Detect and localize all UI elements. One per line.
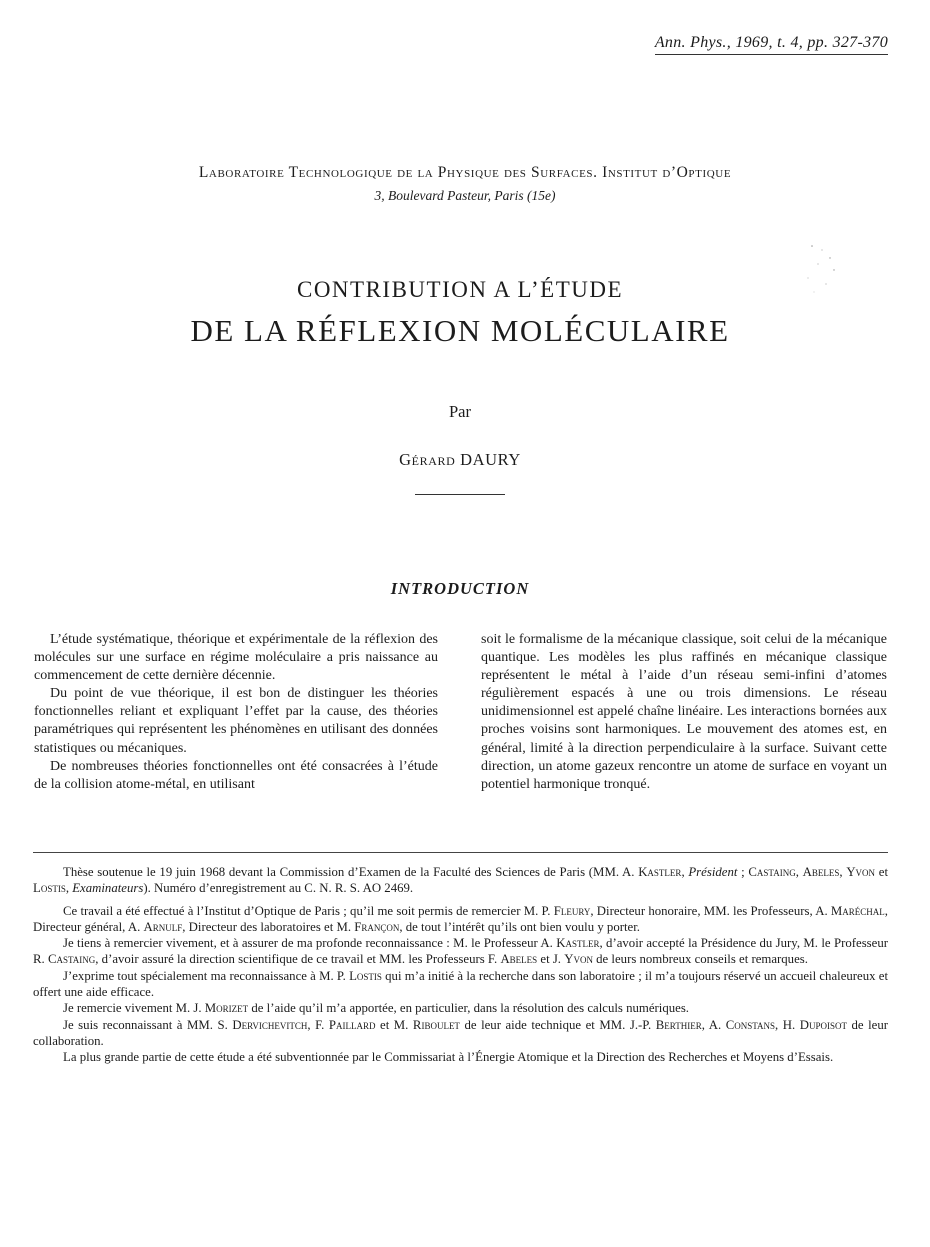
journal-reference: Ann. Phys., 1969, t. 4, pp. 327-370 — [655, 34, 888, 55]
acknowledgment: Je suis reconnaissant à MM. S. Dervichevitch, F. Paillard et M. Riboulet de leur aide technique et MM. J.-P. Berthier, A. Constans, H. Dupoisot de leur collaboration. — [33, 1017, 888, 1048]
title-line-2: DE LA RÉFLEXION MOLÉCULAIRE — [190, 313, 730, 348]
acknowledgment: J’exprime tout spécialement ma reconnaissance à M. P. Lostis qui m’a initié à la recherche dans son laboratoire ; il m’a toujours réservé un accueil chaleureux et offert une aide efficace. — [33, 968, 888, 1000]
paragraph: L’étude systématique, théorique et expérimentale de la réflexion des molécules sur une surface en régime moléculaire a pris naissance au commencement de cette dernière décennie. — [34, 632, 438, 684]
acknowledgment: Ce travail a été effectué à l’Institut d’Optique de Paris ; qu’il me soit permis de remercier M. P. Fleury, Directeur honoraire, MM. les Professeurs, A. Maréchal, Directeur général, A. Arnulf, Directeur des laboratoires et M. Françon, de tout l’intérêt qu’ils ont bien voulu y porter. — [33, 903, 888, 934]
author-first-name: Gérard — [399, 450, 456, 469]
acknowledgment: La plus grande partie de cette étude a été subventionnée par le Commissariat à l’Énergie Atomique et la Direction des Recherches et Moyens d’Essais. — [63, 1050, 834, 1065]
section-heading: INTRODUCTION — [390, 579, 530, 598]
byline-par: Par — [449, 402, 471, 421]
laboratory-address: 3, Boulevard Pasteur, Paris (15e) — [374, 188, 556, 203]
author-name — [0, 450, 920, 470]
right-column — [481, 631, 887, 794]
title-line-1: CONTRIBUTION A L’ÉTUDE — [296, 277, 624, 302]
acknowledgment: Je remercie vivement M. J. Morizet de l’aide qu’il m’a apportée, en particulier, dans la résolution des calculs numériques. — [63, 1001, 689, 1016]
paragraph: Du point de vue théorique, il est bon de distinguer les théories fonctionnelles reliant et expliquant l’effet par la cause, des théories paramétriques qui représentent les phénomènes en utilisant des données statistiques ou mécaniques. — [34, 686, 438, 756]
author-last-name: DAURY — [460, 450, 521, 469]
paragraph: De nombreuses théories fonctionnelles ont été consacrées à l’étude de la collision atome-métal, en utilisant — [34, 758, 438, 792]
footnote-divider — [33, 852, 888, 853]
paragraph: soit le formalisme de la mécanique classique, soit celui de la mécanique quantique. Les modèles les plus raffinés en mécanique classique représentent le métal à l’aide d’un réseau semi-infini d’atomes régulièrement espacés à une ou trois dimensions. Le réseau unidimensionnel est appelé chaîne linéaire. Les interactions bornées aux proches voisins sont harmoniques. Le mouvement des atomes est, en général, limité à la direction perpendiculaire à la surface. Suivant cette direction, un atome gazeux rencontre un atome de surface en voyant un potentiel harmonique tronqué. — [481, 632, 887, 792]
acknowledgment: Je tiens à remercier vivement, et à assurer de ma profonde reconnaissance : M. le Professeur A. Kastler, d’avoir accepté la Présidence du Jury, M. le Professeur R. Castaing, d’avoir assuré la direction scientifique de ce travail et MM. les Professeurs F. Abeles et J. Yvon de leurs nombreux conseils et remarques. — [33, 936, 888, 967]
thesis-note: Thèse soutenue le 19 juin 1968 devant la Commission d’Examen de la Faculté des Sciences de Paris (MM. A. Kastler, Président ; Castaing, Abeles, Yvon et Lostis, Examinateurs). Numéro d’enregistrement au C. N. R. S. AO 2469. — [33, 865, 889, 896]
title-divider — [415, 494, 505, 495]
left-column — [34, 631, 438, 794]
footnotes — [33, 864, 888, 1066]
laboratory-affiliation: Laboratoire Technologique de la Physique des Surfaces. Institut d’Optique — [198, 164, 732, 181]
